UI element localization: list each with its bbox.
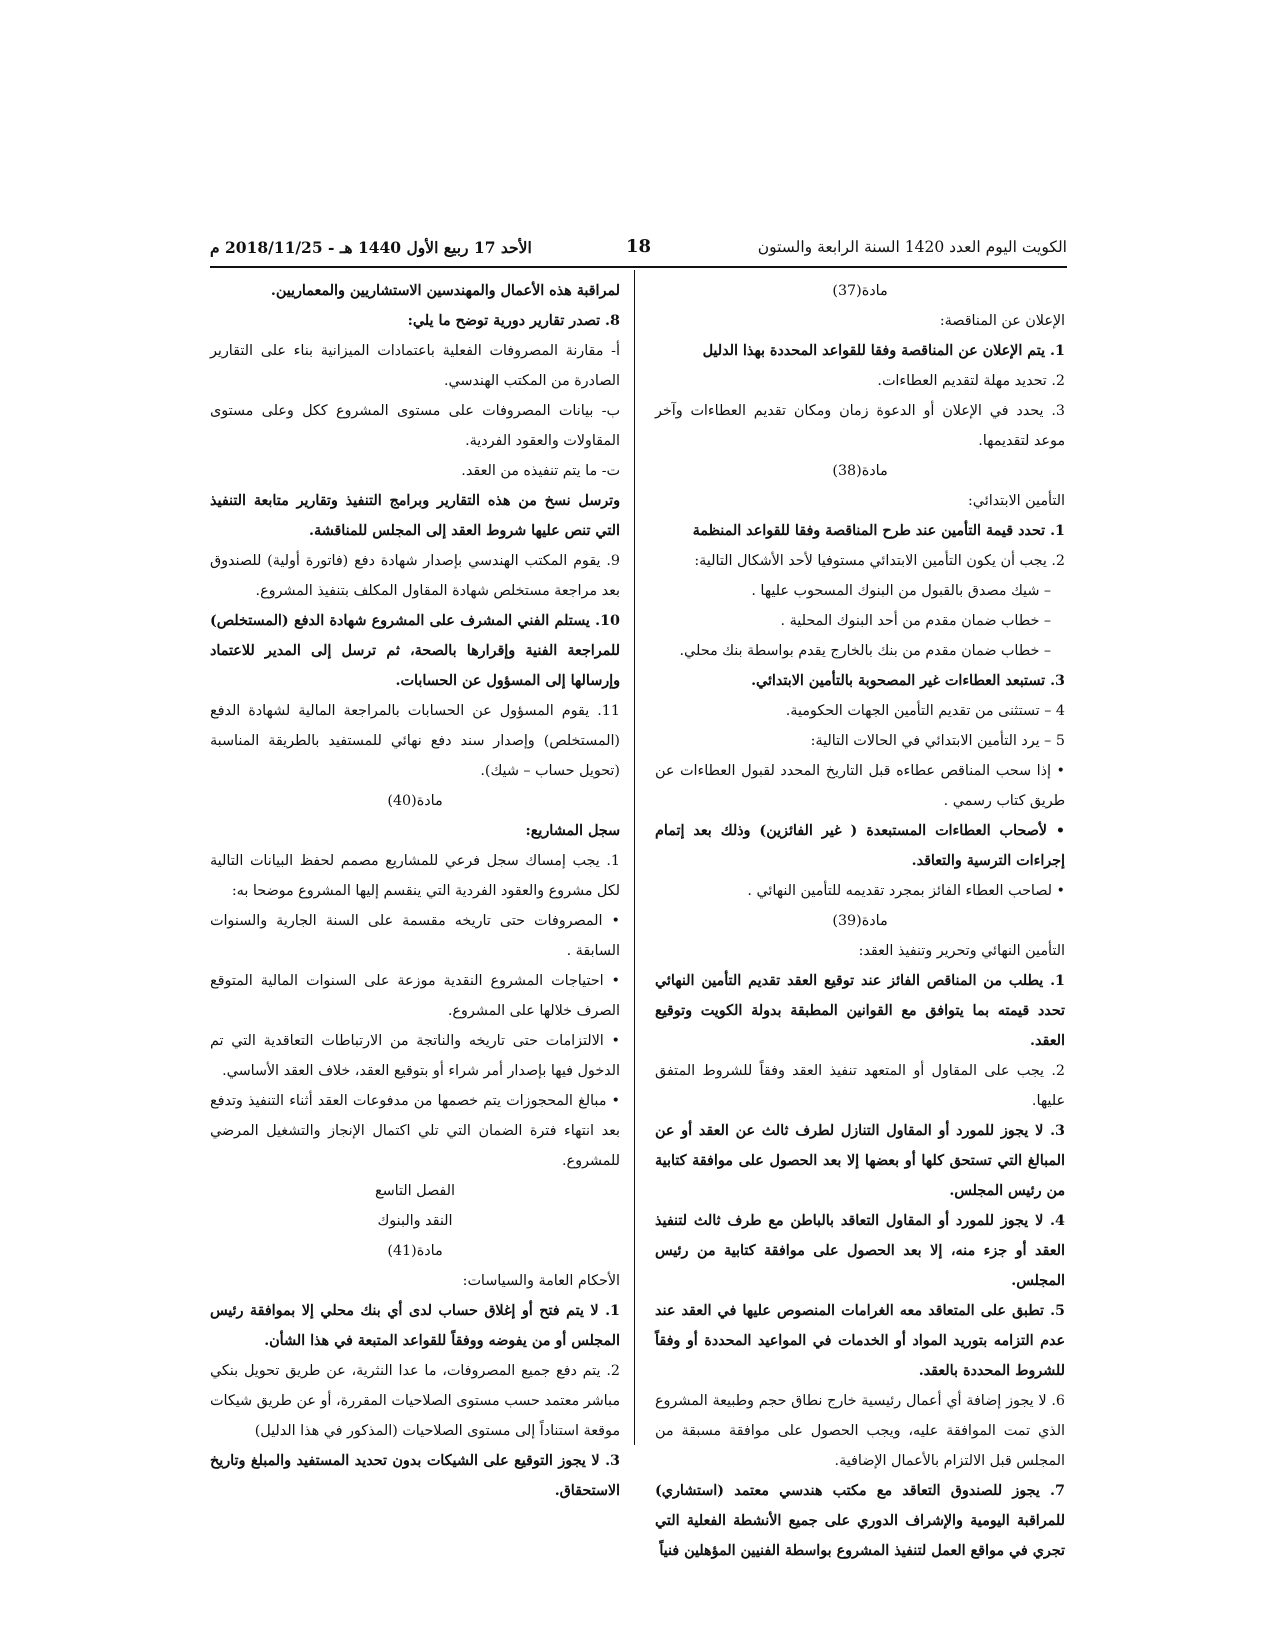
right-column-paragraph: 5 – يرد التأمين الابتدائي في الحالات التالية: bbox=[810, 733, 1065, 749]
right-column-paragraph: – خطاب ضمان مقدم من بنك بالخارج يقدم بواسطة بنك محلي. bbox=[679, 643, 1051, 659]
right-column-paragraph: مادة(37) bbox=[832, 283, 888, 299]
left-column-paragraph: • المصروفات حتى تاريخه مقسمة على السنة الجارية والسنوات السابقة . bbox=[210, 913, 620, 959]
right-column-paragraph: 3. يحدد في الإعلان أو الدعوة زمان ومكان تقديم العطاءات وآخر موعد لتقديمها. bbox=[655, 403, 1065, 449]
page-number: 18 bbox=[625, 236, 652, 257]
right-column-paragraph: التأمين الابتدائي: bbox=[967, 493, 1065, 509]
left-column-paragraph: 8. تصدر تقارير دورية توضح ما يلي: bbox=[407, 313, 620, 329]
left-column-paragraph: 9. يقوم المكتب الهندسي بإصدار شهادة دفع (فاتورة أولية) للصندوق بعد مراجعة مستخلص شهادة المقاول المكلف بتنفيذ المشروع. bbox=[210, 553, 620, 599]
right-column-paragraph: الإعلان عن المناقصة: bbox=[939, 313, 1065, 329]
left-column-paragraph: سجل المشاريع: bbox=[525, 823, 620, 839]
header-date: الأحد 17 ربيع الأول 1440 هـ - 2018/11/25 م bbox=[210, 238, 532, 257]
left-column-paragraph: وترسل نسخ من هذه التقارير وبرامج التنفيذ وتقارير متابعة التنفيذ التي تنص عليها شروط العقد إلى المجلس للمناقشة. bbox=[210, 493, 620, 539]
right-column-paragraph: 1. تحدد قيمة التأمين عند طرح المناقصة وفقا للقواعد المنظمة bbox=[692, 523, 1065, 539]
right-column-paragraph: 3. لا يجوز للمورد أو المقاول التنازل لطرف ثالث عن العقد أو عن المبالغ التي تستحق كلها أو بعضها إلا بعد الحصول على موافقة كتابية من رئيس المجلس. bbox=[655, 1123, 1065, 1199]
right-column-paragraph: – شيك مصدق بالقبول من البنوك المسحوب عليها . bbox=[751, 583, 1051, 599]
right-column-paragraph: 4 – تستثنى من تقديم التأمين الجهات الحكومية. bbox=[785, 703, 1065, 719]
right-column-paragraph: – خطاب ضمان مقدم من أحد البنوك المحلية . bbox=[780, 613, 1051, 629]
left-column-paragraph: 10. يستلم الفني المشرف على المشروع شهادة الدفع (المستخلص) للمراجعة الفنية وإقرارها بالصحة، ثم ترسل إلى المدير للاعتماد وإرسالها إلى المسؤول عن الحسابات. bbox=[210, 613, 620, 689]
left-column-paragraph: مادة(40) bbox=[387, 793, 443, 809]
right-column-paragraph: مادة(39) bbox=[832, 913, 888, 929]
right-column-paragraph: مادة(38) bbox=[832, 463, 888, 479]
right-column-paragraph: 3. تستبعد العطاءات غير المصحوبة بالتأمين الابتدائي. bbox=[751, 673, 1065, 689]
right-column-paragraph: التأمين النهائي وتحرير وتنفيذ العقد: bbox=[858, 943, 1065, 959]
right-column-paragraph: • إذا سحب المناقص عطاءه قبل التاريخ المحدد لقبول العطاءات عن طريق كتاب رسمي . bbox=[655, 763, 1065, 809]
right-column-paragraph: • لصاحب العطاء الفائز بمجرد تقديمه للتأمين النهائي . bbox=[747, 883, 1065, 899]
header-rule bbox=[210, 266, 1067, 268]
column-divider bbox=[634, 270, 635, 1445]
right-column-paragraph: 7. يجوز للصندوق التعاقد مع مكتب هندسي معتمد (استشاري) للمراقبة اليومية والإشراف الدوري على جميع الأنشطة الفعلية التي تجري في مواقع العمل لتنفيذ المشروع بواسطة الفنيين المؤهلين فنياً bbox=[655, 1483, 1065, 1559]
left-column-paragraph: لمراقبة هذه الأعمال والمهندسين الاستشاريين والمعماريين. bbox=[270, 283, 620, 299]
left-column bbox=[210, 276, 620, 1499]
left-column-paragraph: 3. لا يجوز التوقيع على الشيكات بدون تحديد المستفيد والمبلغ وتاريخ الاستحقاق. bbox=[210, 1453, 620, 1499]
right-column-paragraph: 1. يطلب من المناقص الفائز عند توقيع العقد تقديم التأمين النهائي تحدد قيمته بما يتوافق مع القوانين المطبقة بدولة الكويت وتوقيع العقد. bbox=[655, 973, 1065, 1049]
left-column-paragraph: 11. يقوم المسؤول عن الحسابات بالمراجعة المالية لشهادة الدفع (المستخلص) وإصدار سند دفع نهائي للمستفيد بالطريقة المناسبة (تحويل حساب – شيك). bbox=[210, 703, 620, 779]
right-column bbox=[655, 276, 1065, 1559]
right-column-paragraph: 2. تحديد مهلة لتقديم العطاءات. bbox=[877, 373, 1065, 389]
right-column-paragraph: 2. يجب أن يكون التأمين الابتدائي مستوفيا لأحد الأشكال التالية: bbox=[694, 553, 1065, 569]
right-column-paragraph: • لأصحاب العطاءات المستبعدة ( غير الفائزين) وذلك بعد إتمام إجراءات الترسية والتعاقد. bbox=[655, 823, 1065, 869]
left-column-paragraph: ب- بيانات المصروفات على مستوى المشروع ككل وعلى مستوى المقاولات والعقود الفردية. bbox=[210, 403, 620, 449]
right-column-paragraph: 5. تطبق على المتعاقد معه الغرامات المنصوص عليها في العقد عند عدم التزامه بتوريد المواد أو الخدمات في المواعيد المحددة أو وفقاً للشروط المحددة بالعقد. bbox=[655, 1303, 1065, 1379]
left-column-paragraph: 1. لا يتم فتح أو إغلاق حساب لدى أي بنك محلي إلا بموافقة رئيس المجلس أو من يفوضه ووفقاً للقواعد المتبعة في هذا الشأن. bbox=[210, 1303, 620, 1349]
right-column-paragraph: 4. لا يجوز للمورد أو المقاول التعاقد بالباطن مع طرف ثالث لتنفيذ العقد أو جزء منه، إلا بعد الحصول على موافقة كتابية من رئيس المجلس. bbox=[655, 1213, 1065, 1289]
right-column-paragraph: 6. لا يجوز إضافة أي أعمال رئيسية خارج نطاق حجم وطبيعة المشروع الذي تمت الموافقة عليه، ويجب الحصول على موافقة مسبقة من المجلس قبل الالتزام بالأعمال الإضافية. bbox=[655, 1393, 1065, 1469]
left-column-paragraph: ت- ما يتم تنفيذه من العقد. bbox=[461, 463, 620, 479]
left-column-paragraph: أ- مقارنة المصروفات الفعلية باعتمادات الميزانية بناء على التقارير الصادرة من المكتب الهندسي. bbox=[210, 343, 620, 389]
left-column-paragraph: • مبالغ المحجوزات يتم خصمها من مدفوعات العقد أثناء التنفيذ وتدفع بعد انتهاء فترة الضمان التي تلي اكتمال الإنجاز والتشغيل المرضي للمشروع. bbox=[210, 1093, 620, 1169]
left-column-paragraph: • احتياجات المشروع النقدية موزعة على السنوات المالية المتوقع الصرف خلالها على المشروع. bbox=[210, 973, 620, 1019]
right-column-paragraph: 1. يتم الإعلان عن المناقصة وفقا للقواعد المحددة بهذا الدليل bbox=[702, 343, 1065, 359]
header-publication: الكويت اليوم العدد 1420 السنة الرابعة والستون bbox=[757, 238, 1067, 256]
right-column-paragraph: 2. يجب على المقاول أو المتعهد تنفيذ العقد وفقاً للشروط المتفق عليها. bbox=[655, 1063, 1065, 1109]
left-column-paragraph: 1. يجب إمساك سجل فرعي للمشاريع مصمم لحفظ البيانات التالية لكل مشروع والعقود الفردية التي ينقسم إليها المشروع موضحا به: bbox=[210, 853, 620, 899]
left-column-paragraph: النقد والبنوك bbox=[377, 1213, 453, 1229]
left-column-paragraph: 2. يتم دفع جميع المصروفات، ما عدا النثرية، عن طريق تحويل بنكي مباشر معتمد حسب مستوى الصلاحيات المقررة، أو عن طريق شيكات موقعة استناداً إلى مستوى الصلاحيات (المذكور في هذا الدليل) bbox=[210, 1363, 620, 1439]
left-column-paragraph: الأحكام العامة والسياسات: bbox=[462, 1273, 620, 1289]
left-column-paragraph: مادة(41) bbox=[387, 1243, 443, 1259]
left-column-paragraph: الفصل التاسع bbox=[375, 1183, 455, 1199]
page-header bbox=[210, 236, 1067, 264]
left-column-paragraph: • الالتزامات حتى تاريخه والناتجة من الارتباطات التعاقدية التي تم الدخول فيها بإصدار أمر شراء أو بتوقيع العقد، خلاف العقد الأساسي. bbox=[210, 1033, 620, 1079]
